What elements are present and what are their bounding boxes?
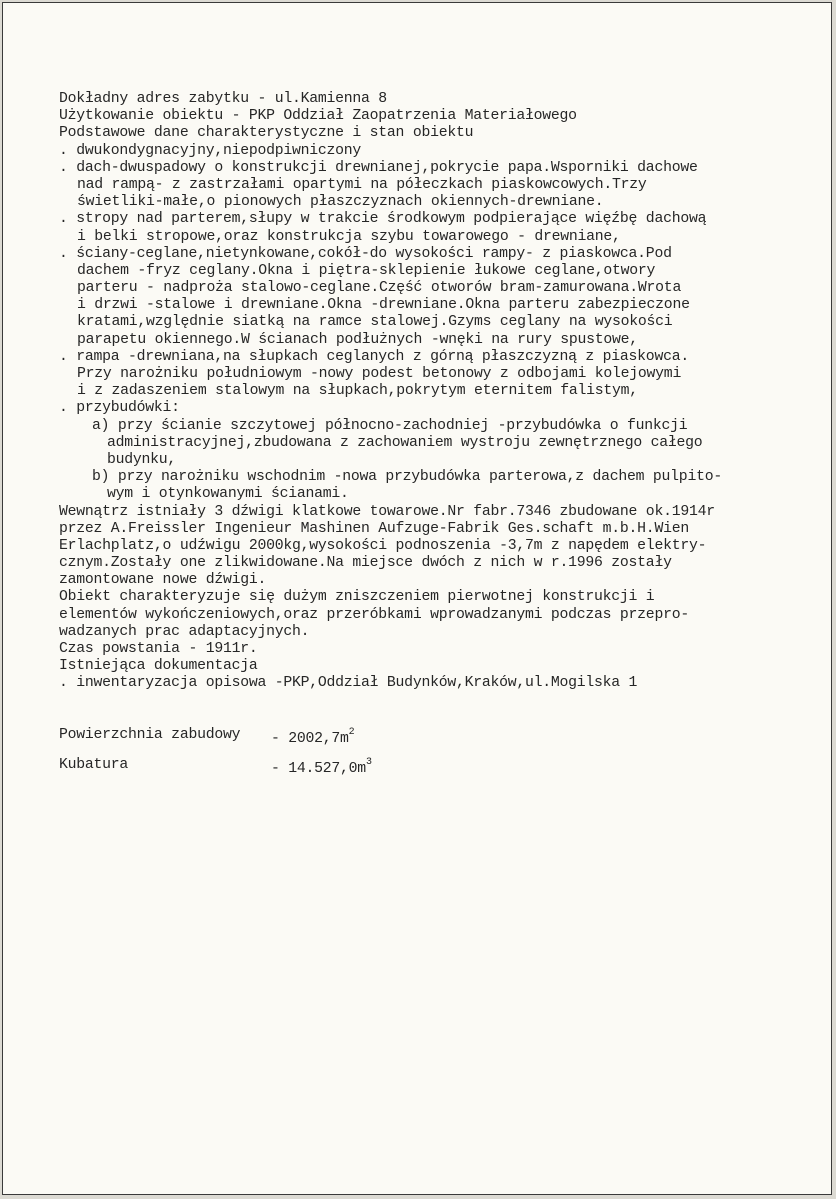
text-line: Przy narożniku południowym -nowy podest betonowy z odbojami kolejowymi — [77, 366, 682, 382]
built-area-label: Powierzchnia zabudowy — [59, 727, 241, 743]
text-line: Podstawowe dane charakterystyczne i stan obiektu — [59, 125, 474, 142]
text-line: . dach-dwuspadowy o konstrukcji drewnianej,pokrycie papa.Wsporniki dachowe — [59, 159, 698, 176]
text-line: Dokładny adres zabytku - ul.Kamienna 8 — [59, 91, 387, 107]
summary-block — [59, 727, 372, 787]
text-line: nad rampą- z zastrzałami opartymi na półeczkach piaskowcowych.Trzy — [77, 176, 647, 193]
text-line: Wewnątrz istniały 3 dźwigi klatkowe towarowe.Nr fabr.7346 zbudowane ok.1914r — [59, 503, 715, 520]
text-line: budynku, — [107, 451, 177, 468]
built-area-row — [59, 727, 355, 757]
text-line: kratami,względnie siatką na ramce stalowej.Gzyms ceglany na wysokości — [77, 314, 673, 331]
text-line: i drzwi -stalowe i drewniane.Okna -drewniane.Okna parteru zabezpieczone — [77, 297, 690, 314]
text-line: Istniejąca dokumentacja — [59, 658, 258, 675]
text-line: wym i otynkowanymi ścianami. — [107, 486, 349, 503]
text-line: dachem -fryz ceglany.Okna i piętra-sklepienie łukowe ceglane,otwory — [77, 262, 656, 279]
text-line: . stropy nad parterem,słupy w trakcie środkowym podpierające więźbę dachową — [59, 211, 707, 228]
text-line: parteru - nadproża stalowo-ceglane.Część otworów bram-zamurowana.Wrota — [77, 280, 682, 297]
document-page — [2, 2, 832, 1195]
text-line: cznym.Zostały one zlikwidowane.Na miejsce dwóch z nich w r.1996 zostały — [59, 555, 672, 572]
text-line: parapetu okiennego.W ścianach podłużnych -wnęki na rury spustowe, — [77, 331, 638, 348]
text-line: Erlachplatz,o udźwigu 2000kg,wysokości podnoszenia -3,7m z napędem elektry- — [59, 537, 707, 554]
document-body — [59, 91, 829, 693]
text-line: . inwentaryzacja opisowa -PKP,Oddział Budynków,Kraków,ul.Mogilska 1 — [59, 675, 638, 692]
volume-value: - $14.527,0m^3$ — [271, 757, 372, 777]
text-line: elementów wykończeniowych,oraz przeróbkami wprowadzanymi podczas przepro- — [59, 606, 689, 623]
text-line: i z zadaszeniem stalowym na słupkach,pokrytym eternitem falistym, — [77, 383, 638, 400]
text-line: Użytkowanie obiektu - PKP Oddział Zaopatrzenia Materiałowego — [59, 108, 577, 125]
built-area-value: - $2002,7m^2$ — [271, 727, 355, 747]
text-line: a) przy ścianie szczytowej północno-zachodniej -przybudówka o funkcji — [92, 417, 688, 434]
text-line: wadzanych prac adaptacyjnych. — [59, 623, 310, 640]
volume-label: Kubatura — [59, 757, 129, 773]
text-line: i belki stropowe,oraz konstrukcja szybu towarowego - drewniane, — [77, 228, 621, 245]
text-line: . przybudówki: — [59, 400, 180, 417]
text-line: zamontowane nowe dźwigi. — [59, 572, 267, 589]
text-line: administracyjnej,zbudowana z zachowaniem wystroju zewnętrznego całego — [107, 434, 703, 451]
text-line: Obiekt charakteryzuje się dużym zniszczeniem pierwotnej konstrukcji i — [59, 589, 655, 606]
text-line: b) przy narożniku wschodnim -nowa przybudówka parterowa,z dachem pulpito- — [92, 469, 722, 486]
volume-row — [59, 757, 372, 787]
text-line: przez A.Freissler Ingenieur Mashinen Aufzuge-Fabrik Ges.schaft m.b.H.Wien — [59, 520, 689, 537]
text-line: . ściany-ceglane,nietynkowane,cokół-do wysokości rampy- z piaskowca.Pod — [59, 245, 672, 262]
text-line: świetliki-małe,o pionowych płaszczyznach okiennych-drewniane. — [77, 194, 604, 211]
text-line: . dwukondygnacyjny,niepodpiwniczony — [59, 142, 362, 159]
text-line: . rampa -drewniana,na słupkach ceglanych z górną płaszczyzną z piaskowca. — [59, 348, 689, 365]
text-line: Czas powstania - 1911r. — [59, 641, 258, 657]
